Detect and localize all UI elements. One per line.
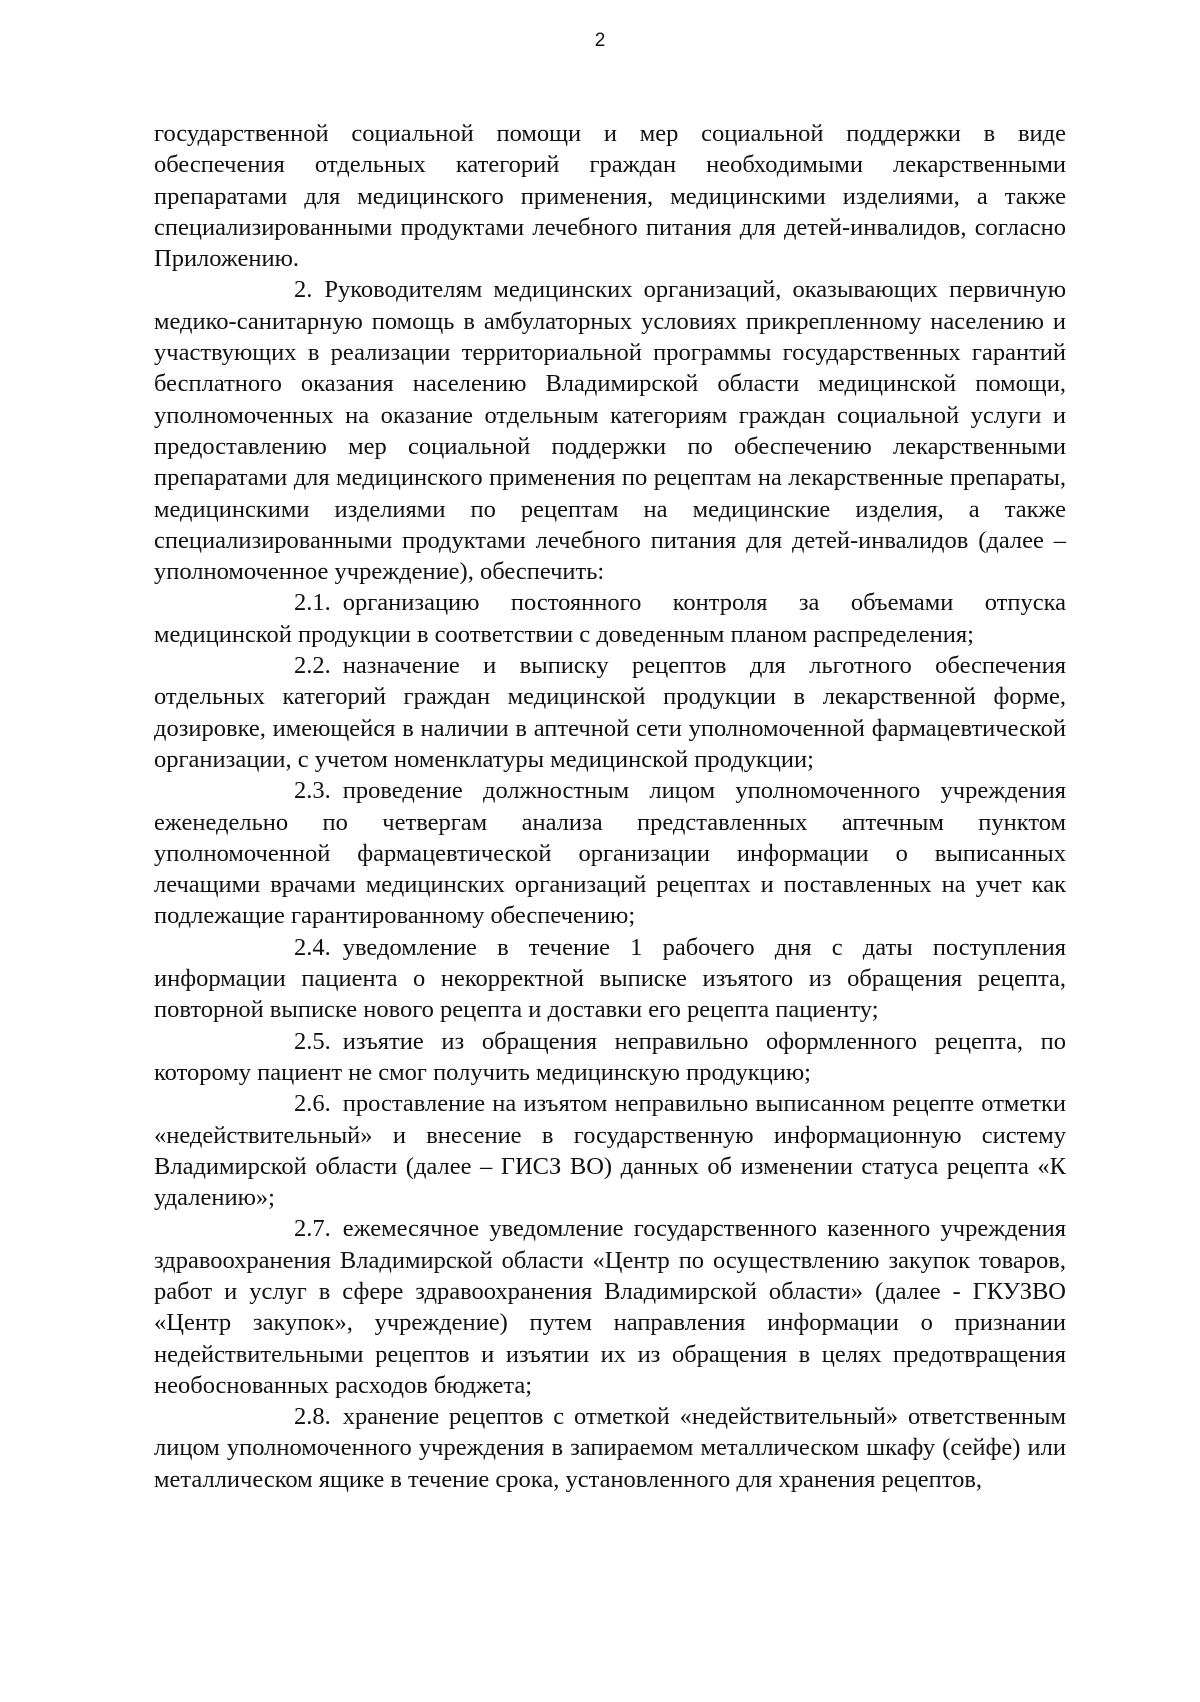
- paragraph-text: Руководителям медицинских организаций, оказывающих первичную медико-санитарную помощь в амбулаторных условиях прикрепленному населению и участвующих в реализации территориальной программы государственных гарантий бесплатного оказания населению Владимирской области медицинской помощи, уполномоченных на оказание отдельным категориям граждан социальной услуги и предоставлению мер социальной поддержки по обеспечению лекарственными препаратами для медицинского применения по рецептам на лекарственные препараты, медицинскими изделиями по рецептам на медицинские изделия, а также специализированными продуктами лечебного питания для детей-инвалидов (далее – уполномоченное учреждение), обеспечить:: [154, 276, 1066, 586]
- intro-paragraph: государственной социальной помощи и мер социальной поддержки в виде обеспечения отдельных категорий граждан необходимыми лекарственными препаратами для медицинского применения, медицинскими изделиями, а также специализированными продуктами лечебного питания для детей-инвалидов, согласно Приложению.: [154, 120, 1066, 273]
- subitem-text: изъятие из обращения неправильно оформленного рецепта, по которому пациент не смог получить медицинскую продукцию;: [154, 1027, 1066, 1086]
- subitem-number: 2.8.: [294, 1403, 331, 1431]
- subitem-number: 2.4.: [294, 933, 331, 961]
- subitem-2-5: [154, 1026, 1066, 1089]
- subitem-number: 2.6.: [294, 1090, 331, 1118]
- subitem-number: 2.7.: [294, 1215, 331, 1243]
- subitem-text: ежемесячное уведомление государственного казенного учреждения здравоохранения Владимирской области «Центр по осуществлению закупок товаров, работ и услуг в сфере здравоохранения Владимирской области» (далее - ГКУЗВО «Центр закупок», учреждение) путем направления информации о признании недействительными рецептов и изъятии их из обращения в целях предотвращения необоснованных расходов бюджета;: [154, 1215, 1066, 1399]
- subitem-number: 2.2.: [294, 652, 331, 680]
- subitem-text: уведомление в течение 1 рабочего дня с даты поступления информации пациента о некорректной выписке изъятого из обращения рецепта, повторной выписке нового рецепта и доставки его рецепта пациенту;: [154, 933, 1066, 1024]
- subitem-2-6: [154, 1088, 1066, 1213]
- subitem-text: назначение и выписку рецептов для льготного обеспечения отдельных категорий граждан медицинской продукции в лекарственной форме, дозировке, имеющейся в наличии в аптечной сети уполномоченной фармацевтической организации, с учетом номенклатуры медицинской продукции;: [154, 652, 1066, 773]
- document-body: [154, 118, 1066, 1495]
- subitem-text: проведение должностным лицом уполномоченного учреждения еженедельно по четвергам анализа представленных аптечным пунктом уполномоченной фармацевтической организации информации о выписанных лечащими врачами медицинских организаций рецептах и поставленных на учет как подлежащие гарантированному обеспечению;: [154, 777, 1066, 930]
- subitem-text: проставление на изъятом неправильно выписанном рецепте отметки «недействительный» и внесение в государственную информационную систему Владимирской области (далее – ГИСЗ ВО) данных об изменении статуса рецепта «К удалению»;: [154, 1090, 1066, 1212]
- page-number: 2: [594, 30, 606, 51]
- subitem-2-1: [154, 587, 1066, 650]
- subitem-2-8: [154, 1401, 1066, 1495]
- paragraph-2: [154, 274, 1066, 587]
- subitem-2-7: [154, 1213, 1066, 1401]
- subitem-number: 2.1.: [294, 589, 331, 617]
- subitem-number: 2.3.: [294, 777, 331, 805]
- subitem-2-3: [154, 775, 1066, 931]
- subitem-2-2: [154, 650, 1066, 775]
- paragraph-number: 2.: [294, 276, 313, 304]
- subitem-number: 2.5.: [294, 1027, 331, 1055]
- subitem-text: хранение рецептов с отметкой «недействительный» ответственным лицом уполномоченного учреждения в запираемом металлическом шкафу (сейфе) или металлическом ящике в течение срока, установленного для хранения рецептов,: [154, 1403, 1066, 1493]
- subitem-2-4: [154, 932, 1066, 1026]
- subitem-text: организацию постоянного контроля за объемами отпуска медицинской продукции в соответствии с доведенным планом распределения;: [154, 589, 1066, 648]
